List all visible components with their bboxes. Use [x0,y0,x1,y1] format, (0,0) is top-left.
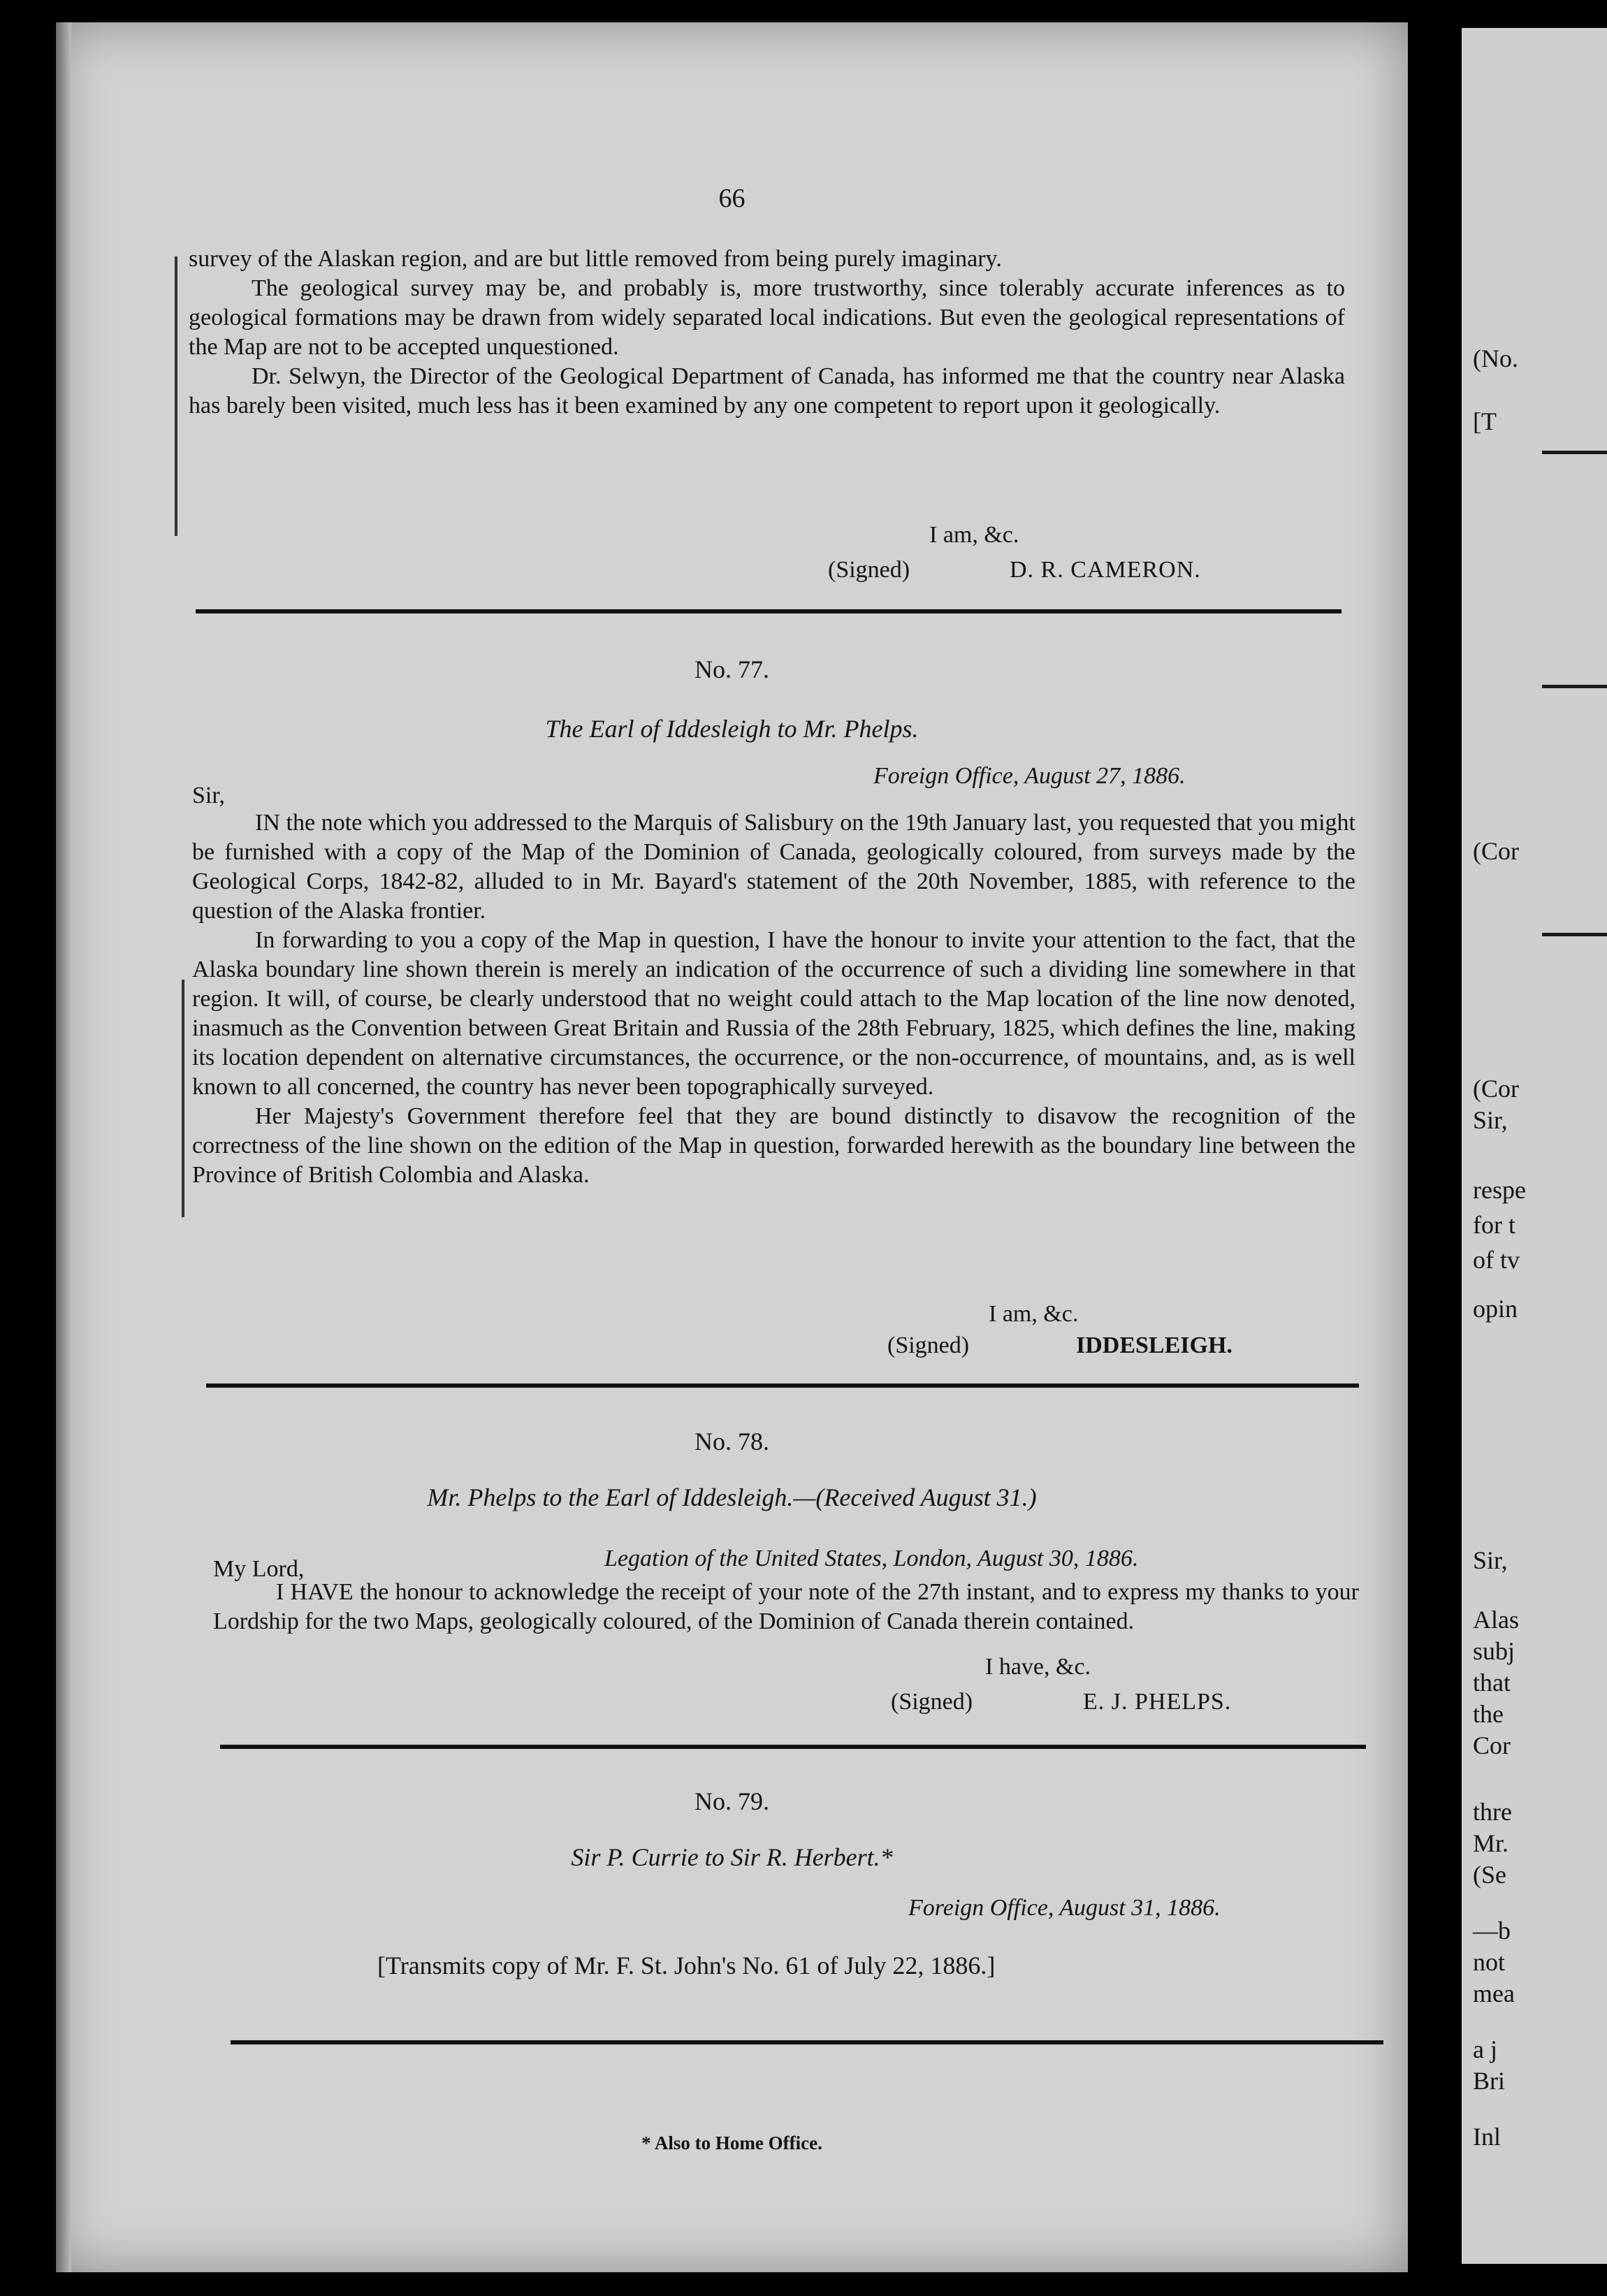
adjacent-page-fragment: Mr. [1473,1829,1509,1857]
no79-number: No. 79. [695,1787,769,1815]
adjacent-page-fragment: Sir, [1473,1546,1508,1574]
intro-closing: I am, &c. [929,522,1019,548]
margin-mark [182,980,184,1217]
no78-heading: Mr. Phelps to the Earl of Iddesleigh.—(Received August 31.) [427,1483,1037,1511]
adjacent-page-fragment: Inl [1473,2123,1501,2151]
no77-salutation: Sir, [192,783,225,808]
intro-paragraph-2: The geological survey may be, and probably is, more trustworthy, since tolerably accurate inferences as to geological formations may be drawn from widely separated local indications. But even the geological representations of the Map are not to be accepted unquestioned. [189,275,1345,360]
adjacent-page-fragment: (Cor [1473,1075,1519,1103]
divider [1542,933,1607,936]
adjacent-page-fragment: opin [1473,1295,1518,1323]
adjacent-page-edge [1462,28,1607,2264]
no77-signer: IDDESLEIGH. [1076,1332,1232,1358]
intro-paragraph-3: Dr. Selwyn, the Director of the Geological Department of Canada, has informed me that the country near Alaska has barely been visited, much less has it been examined by any one competent to report upon it geologically. [189,363,1345,419]
document-page [56,22,1408,2272]
no77-dateline: Foreign Office, August 27, 1886. [873,763,1186,789]
no77-closing: I am, &c. [989,1301,1079,1327]
adjacent-page-fragment: —b [1473,1917,1511,1945]
adjacent-page-fragment: Cor [1473,1731,1511,1759]
adjacent-page-fragment: a j [1473,2035,1497,2063]
adjacent-page-fragment: Alas [1473,1606,1519,1634]
adjacent-page-fragment: mea [1473,1979,1515,2007]
no77-signed: (Signed) [887,1332,970,1358]
no77-number: No. 77. [695,655,769,683]
adjacent-page-fragment: (No. [1473,344,1518,372]
no77-paragraph-2: In forwarding to you a copy of the Map in question, I have the honour to invite your attention to the fact, that the Alaska boundary line shown therein is merely an indication of the occurrence of such a dividing line somewhere in that region. It will, of course, be clearly understood that no weight could attach to the Map location of the line now denoted, inasmuch as the Convention between Great Britain and Russia of the 28th February, 1825, which defines the line, making its location dependent on alternative circumstances, the occurrence, or the non-occurrence, of mountains, and, as is well known to all concerned, the country has never been topographically surveyed. [192,927,1355,1100]
no78-dateline: Legation of the United States, London, August 30, 1886. [604,1546,1139,1571]
no79-dateline: Foreign Office, August 31, 1886. [908,1895,1221,1921]
no78-salutation: My Lord, [213,1556,305,1582]
adjacent-page-fragment: of tv [1473,1246,1520,1274]
divider [1542,451,1607,454]
adjacent-page-fragment: that [1473,1669,1511,1696]
intro-paragraph-1: survey of the Alaskan region, and are but little removed from being purely imaginary. [189,246,1002,272]
no79-heading: Sir P. Currie to Sir R. Herbert.* [571,1843,893,1871]
adjacent-page-fragment: respe [1473,1176,1526,1204]
footnote: * Also to Home Office. [641,2132,822,2153]
margin-mark [175,256,177,536]
adjacent-page-fragment: thre [1473,1798,1512,1826]
section-divider [231,2040,1383,2044]
no79-note: [Transmits copy of Mr. F. St. John's No. 61 of July 22, 1886.] [377,1952,996,1979]
no77-paragraph-1: IN the note which you addressed to the Marquis of Salisbury on the 19th January last, you requested that you might be furnished with a copy of the Map of the Dominion of Canada, geologically coloured, from surveys made by the Geological Corps, 1842-82, alluded to in Mr. Bayard's statement of the 20th November, 1885, with reference to the question of the Alaska frontier. [192,810,1355,924]
adjacent-page-fragment: the [1473,1700,1504,1728]
intro-signer: D. R. CAMERON. [1010,557,1201,583]
adjacent-page-fragment: [T [1473,407,1497,435]
no78-body [213,1578,1359,1636]
adjacent-page-fragment: subj [1473,1637,1515,1665]
page-number: 66 [718,184,746,213]
no78-number: No. 78. [695,1427,769,1455]
adjacent-page-fragment: not [1473,1948,1506,1976]
section-divider [196,609,1341,613]
no78-closing: I have, &c. [985,1654,1091,1680]
intro-signed: (Signed) [828,557,910,583]
adjacent-page-fragment: Bri [1473,2067,1506,2095]
no78-signed: (Signed) [891,1689,973,1715]
divider [1542,685,1607,688]
no78-signer: E. J. PHELPS. [1083,1689,1232,1715]
section-divider [220,1745,1366,1749]
adjacent-page-fragment: (Cor [1473,837,1519,865]
section-divider [206,1383,1359,1388]
intro-section [189,245,1345,421]
adjacent-page-fragment: (Se [1473,1861,1506,1889]
adjacent-page-fragment: for t [1473,1211,1515,1239]
no77-paragraph-3: Her Majesty's Government therefore feel that they are bound distinctly to disavow the recognition of the correctness of the line shown on the edition of the Map in question, forwarded herewith as the boundary line between the Province of British Colombia and Alaska. [192,1103,1355,1188]
no78-paragraph-1: I HAVE the honour to acknowledge the receipt of your note of the 27th instant, and to express my thanks to your Lordship for the two Maps, geologically coloured, of the Dominion of Canada therein contained. [213,1579,1359,1634]
no77-body [192,808,1355,1190]
adjacent-page-fragment: Sir, [1473,1106,1508,1134]
no77-heading: The Earl of Iddesleigh to Mr. Phelps. [545,715,919,743]
